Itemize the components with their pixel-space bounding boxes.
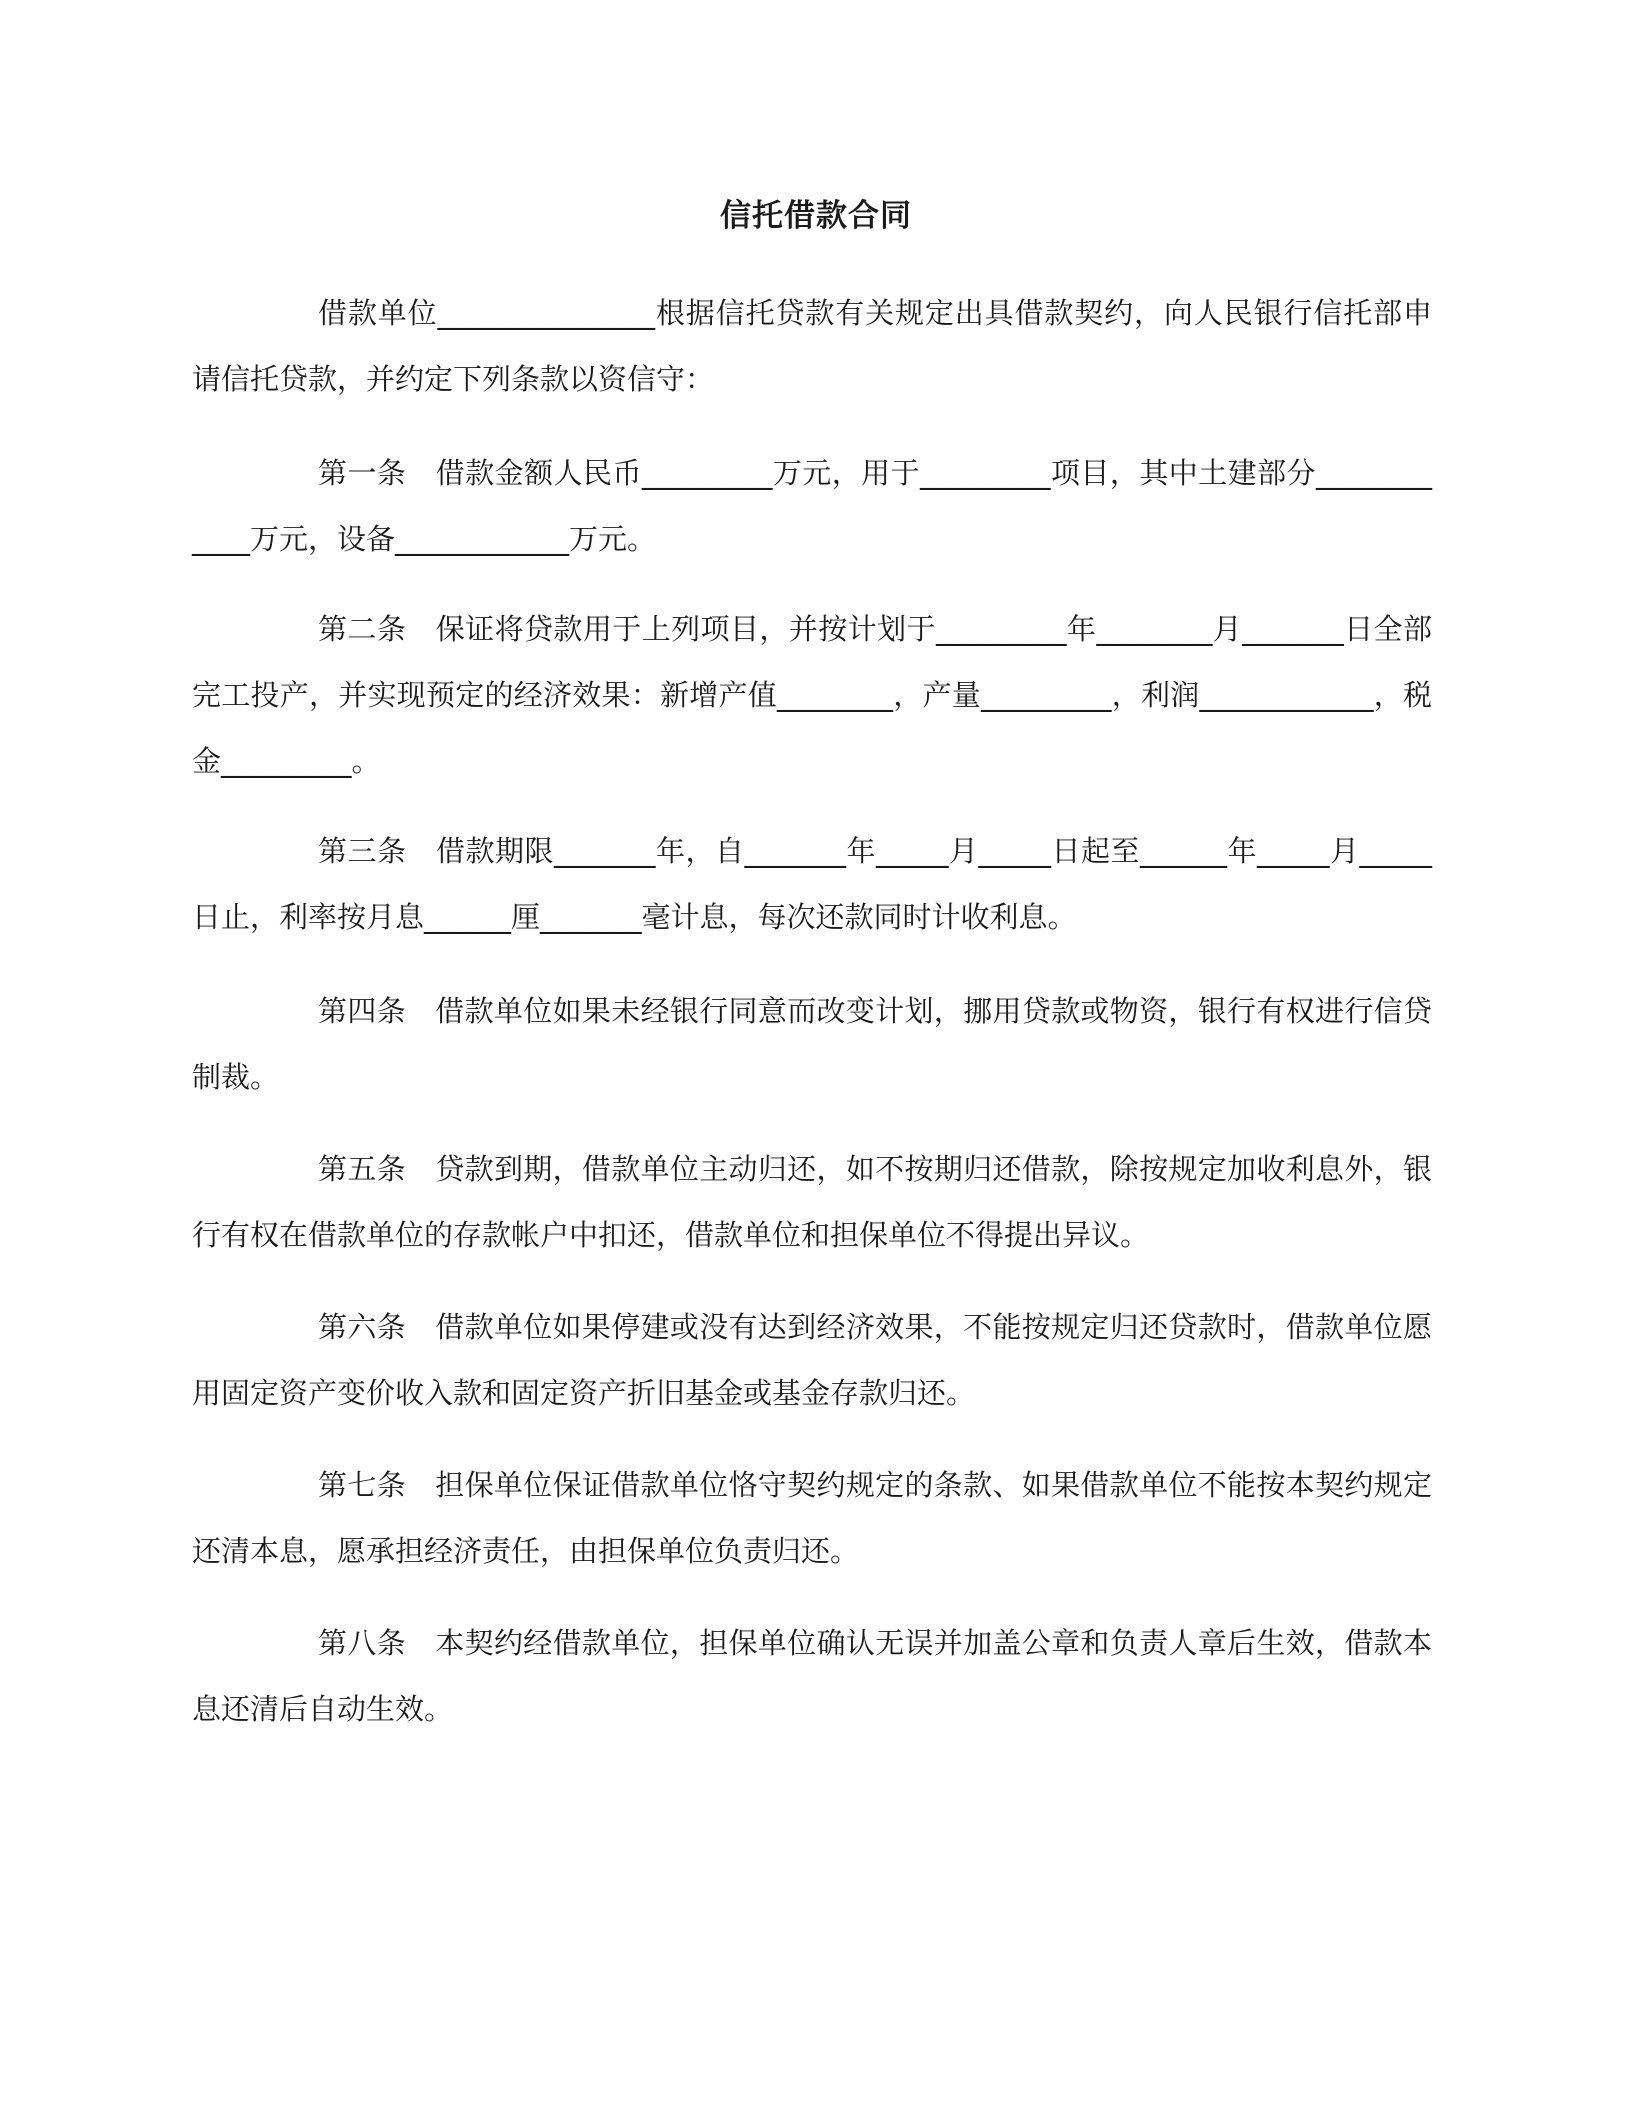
article-3-paragraph: 第三条 借款期限_______年，自_______年_____月_____日起至______年_____月_____日止，利率按月息______厘_______毫计息，每次还款同时计收利息。	[192, 834, 1432, 934]
article-8-paragraph: 第八条 本契约经借款单位，担保单位确认无误并加盖公章和负责人章后生效，借款本息还清后自动生效。	[192, 1626, 1432, 1726]
preamble-paragraph: 借款单位_______________根据信托贷款有关规定出具借款契约，向人民银行信托部申请信托贷款，并约定下列条款以资信守：	[192, 296, 1432, 396]
article-2-paragraph: 第二条 保证将贷款用于上列项目，并按计划于_________年________月_______日全部完工投产，并实现预定的经济效果：新增产值________，产量_________，利润____________，税金_________。	[192, 612, 1432, 778]
article-6-paragraph: 第六条 借款单位如果停建或没有达到经济效果，不能按规定归还贷款时，借款单位愿用固定资产变价收入款和固定资产折旧基金或基金存款归还。	[192, 1310, 1432, 1410]
article-1-paragraph: 第一条 借款金额人民币_________万元，用于_________项目，其中土建部分____________万元，设备____________万元。	[192, 456, 1432, 556]
document-title: 信托借款合同	[720, 198, 912, 234]
article-7-paragraph: 第七条 担保单位保证借款单位恪守契约规定的条款、如果借款单位不能按本契约规定还清本息，愿承担经济责任，由担保单位负责归还。	[192, 1468, 1432, 1568]
article-5-paragraph: 第五条 贷款到期，借款单位主动归还，如不按期归还借款，除按规定加收利息外，银行有权在借款单位的存款帐户中扣还，借款单位和担保单位不得提出异议。	[192, 1152, 1432, 1252]
article-4-paragraph: 第四条 借款单位如果未经银行同意而改变计划，挪用贷款或物资，银行有权进行信贷制裁。	[192, 994, 1432, 1094]
